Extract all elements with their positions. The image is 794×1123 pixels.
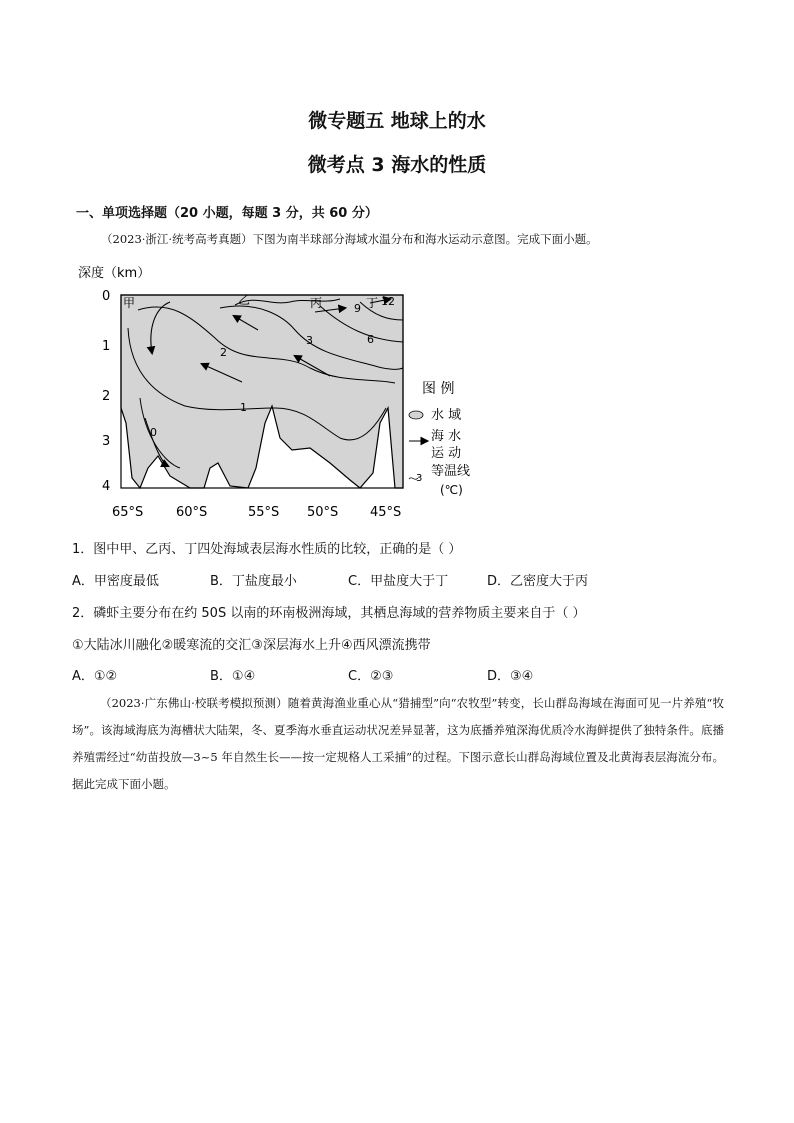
figure-svg bbox=[70, 258, 490, 526]
x-tick: 65°S bbox=[112, 505, 144, 520]
q1-option-b[interactable]: B．丁盐度最小 bbox=[210, 574, 297, 589]
section-heading: 一、单项选择题（20 小题，每题 3 分，共 60 分） bbox=[76, 206, 378, 221]
q1-option-c[interactable]: C．甲盐度大于丁 bbox=[348, 574, 449, 589]
question-2-stem: 2．磷虾主要分布在约 50S 以南的环南极洲海域，其栖息海域的营养物质主要来自于（ ） bbox=[72, 606, 586, 621]
ocean-temperature-figure bbox=[70, 258, 490, 526]
y-tick: 1 bbox=[102, 339, 111, 354]
q1-option-a[interactable]: A．甲密度最低 bbox=[72, 574, 159, 589]
legend-motion-label-2: 运 动 bbox=[431, 446, 462, 461]
x-tick: 60°S bbox=[176, 505, 208, 520]
question-2-choices: ①大陆冰川融化②暖寒流的交汇③深层海水上升④西风漂流携带 bbox=[72, 638, 431, 653]
isotherm-label: 2 bbox=[220, 346, 227, 359]
x-tick: 45°S bbox=[370, 505, 402, 520]
q1-option-d[interactable]: D．乙密度大于丙 bbox=[487, 574, 589, 589]
isotherm-label: 9 bbox=[354, 302, 361, 315]
isotherm-label: 6 bbox=[367, 333, 374, 346]
x-tick: 50°S bbox=[307, 505, 339, 520]
material-intro: （2023·浙江·统考高考真题）下图为南半球部分海域水温分布和海水运动示意图。完成下面小题。 bbox=[101, 232, 598, 246]
q2-option-b[interactable]: B．①④ bbox=[210, 669, 256, 684]
legend-motion-label-1: 海 水 bbox=[431, 429, 462, 444]
q2-option-c[interactable]: C．②③ bbox=[348, 669, 394, 684]
x-tick: 55°S bbox=[248, 505, 280, 520]
material-2-paragraph: （2023·广东佛山·校联考模拟预测）随着黄海渔业重心从“猎捕型”向“农牧型”转变，长山群岛海域在海面可见一片养殖“牧场”。该海域海底为海槽状大陆架，冬、夏季海水垂直运动状况差异显著，这为底播养殖深海优质冷水海鲜提供了独特条件。底播养殖需经过“幼苗投放—3~5 年自然生长——按一定规格人工采捕”的过程。下图示意长山群岛海域位置及北黄海表层海流分布。据此完成下面小题。 bbox=[72, 696, 724, 791]
legend-isotherm-sample: 3 bbox=[416, 473, 423, 484]
isotherm-label: 12 bbox=[381, 295, 395, 308]
water-region bbox=[121, 295, 403, 488]
y-tick: 2 bbox=[102, 389, 111, 404]
legend-isotherm-label: 等温线 bbox=[431, 464, 471, 479]
isotherm-label: 1 bbox=[240, 401, 247, 414]
point-yi: 乙 bbox=[238, 293, 251, 307]
legend bbox=[409, 381, 470, 497]
q2-option-a[interactable]: A．①② bbox=[72, 669, 118, 684]
isotherm-label: 0 bbox=[150, 426, 157, 439]
isotherm-label: 3 bbox=[306, 334, 313, 347]
y-tick: 3 bbox=[102, 434, 111, 449]
point-ding: 丁 bbox=[366, 296, 379, 310]
legend-water-label: 水 域 bbox=[431, 408, 462, 423]
legend-isotherm-unit: (℃) bbox=[440, 483, 463, 497]
legend-water-swatch bbox=[409, 411, 423, 419]
y-tick: 0 bbox=[102, 289, 111, 304]
point-jia: 甲 bbox=[123, 296, 136, 310]
depth-axis-label: 深度（km） bbox=[78, 266, 151, 281]
legend-title: 图 例 bbox=[422, 381, 455, 397]
page-title: 微专题五 地球上的水 bbox=[308, 110, 486, 132]
q2-option-d[interactable]: D．③④ bbox=[487, 669, 534, 684]
page-subtitle: 微考点 3 海水的性质 bbox=[307, 154, 487, 176]
question-1-stem: 1．图中甲、乙丙、丁四处海域表层海水性质的比较，正确的是（ ） bbox=[72, 542, 462, 557]
point-bing: 丙 bbox=[310, 296, 323, 310]
y-tick: 4 bbox=[102, 479, 111, 494]
